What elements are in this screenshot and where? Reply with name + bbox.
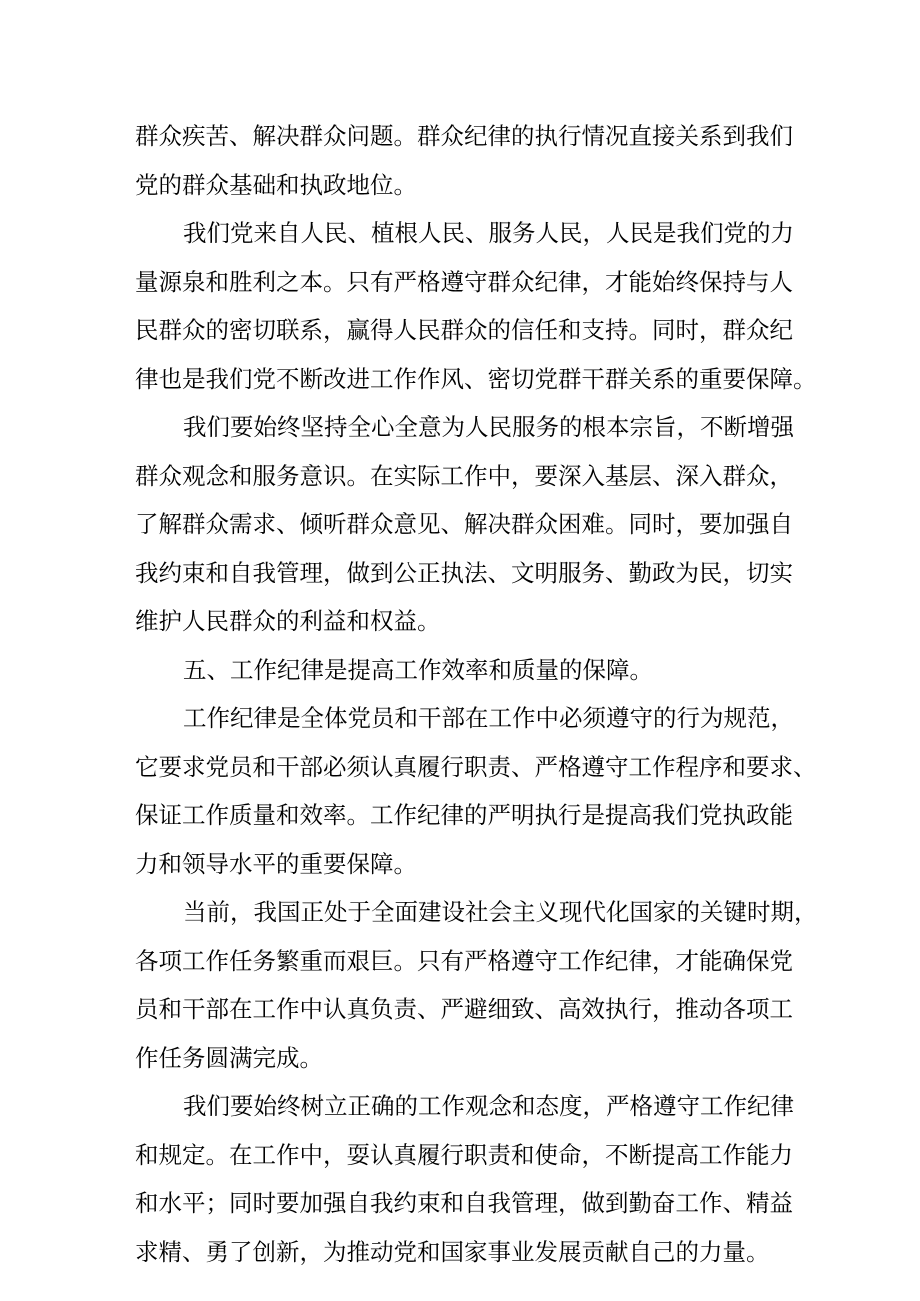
text-line: 各项工作任务繁重而艰巨。只有严格遵守工作纪律，才能确保党 [135, 946, 793, 975]
text-line: 和规定。在工作中，耍认真履行职责和使命，不断提高工作能力 [135, 1140, 793, 1169]
text-line: 它要求党员和干部必须认真履行职责、严格遵守工作程序和要求、 [135, 752, 817, 781]
text-line: 员和干部在工作中认真负责、严避细致、高效执行，推动各项工 [135, 995, 793, 1023]
text-line: 维护人民群众的利益和权益。 [135, 607, 441, 635]
text-line: 我们要始终坚持全心全意为人民服务的根本宗旨，不断增强 [183, 413, 794, 441]
text-line: 和水平；同时要加强自我约束和自我管理，做到勤奋工作、精益 [135, 1189, 793, 1217]
section-heading: 五、工作纪律是提高工作效率和质量的保障。 [183, 655, 653, 684]
text-line: 我约束和自我管理，做到公正执法、文明服务、勤政为民，切实 [135, 558, 793, 587]
text-line: 我们要始终树立正确的工作观念和态度，严格遵守工作纪律 [183, 1092, 794, 1120]
text-line: 律也是我们党不断改进工作作风、密切党群干群关系的重要保障。 [135, 364, 817, 393]
text-line: 求精、勇了创新，为推动党和国家事业发展贡献自己的力量。 [135, 1237, 770, 1266]
text-line: 了解群众需求、倾听群众意见、解决群众困难。同时，要加强自 [135, 510, 793, 538]
text-line: 民群众的密切联系，赢得人民群众的信任和支持。同时，群众纪 [135, 316, 793, 344]
text-line: 群众疾苦、解决群众问题。群众纪律的执行情况直接关系到我们 [135, 122, 793, 150]
text-line: 工作纪律是全体党员和干部在工作中必须遵守的行为规范， [183, 704, 794, 732]
body-text [135, 112, 818, 1276]
text-line: 保证工作质量和效率。工作纪律的严明执行是提高我们党执政能 [135, 801, 793, 829]
text-line: 作任务圆满完成。 [135, 1043, 323, 1072]
text-line: 量源泉和胜利之本。只有严格遵守群众纪律，才能始终保持与人 [135, 267, 793, 296]
text-line: 力和领导水平的重要保障。 [135, 849, 417, 878]
text-line: 我们党来自人民、植根人民、服务人民，人民是我们党的力 [183, 219, 794, 247]
text-line: 群众观念和服务意识。在实际工作中，要深入基层、深入群众， [135, 461, 793, 490]
text-line: 党的群众基础和执政地位。 [135, 170, 417, 199]
text-line: 当前，我国正处于全面建设社会主义现代化国家的关键时期， [183, 898, 818, 926]
